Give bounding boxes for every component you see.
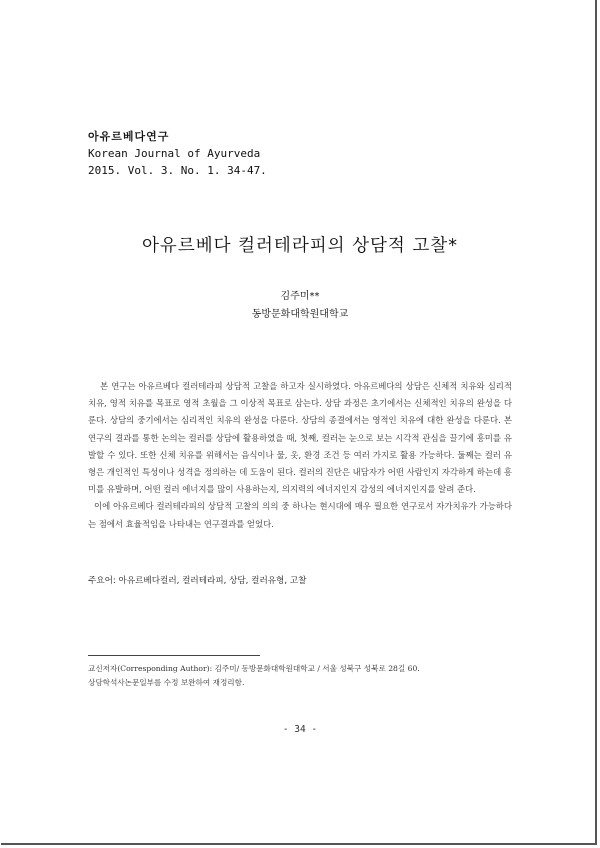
page-number: - 34 - (282, 724, 318, 735)
footnote-corresponding-author: 교신저자(Corresponding Author): 김주미/ 동방문화대학원대학교 / 서울 성북구 성북로 28길 60. (88, 664, 420, 673)
abstract (88, 378, 512, 533)
abstract-paragraph: 본 연구는 아유르베다 컬러테라피 상담적 고찰을 하고자 실시하였다. 아유르베다의 상담은 신체적 치유와 심리적 치유, 영적 치유를 목표로 영적 초월을 그 이상적 목표로 삼는다. 상담 과정은 초기에서는 신체적인 치유의 완성을 다룬다. 상담의 중기에서는 심리적인 치유의 완성을 다룬다. 상담의 종결에서는 영적인 치유에 대한 완성을 다룬다. 본 연구의 결과를 통한 논의는 컬러를 상담에 활용하였을 때, 첫째, 컬러는 눈으로 보는 시각적 관심을 끌기에 흥미를 유발할 수 있다. 또한 신체 치유를 위해서는 음식이나 물, 옷, 환경 조건 등 여러 가지로 활용 가능하다. 둘째는 컬러 유형은 개인적인 특성이나 성격을 정의하는 데 도움이 된다. 컬러의 진단은 내담자가 어떤 사람인지 자각하게 하는데 흥미를 유발하며, 어떤 컬러 에너지를 많이 사용하는지, 의지력의 에너지인지 감성의 에너지인지를 알려 준다. (88, 381, 512, 495)
journal-header (88, 128, 267, 179)
paper-title: 아유르베다 컬러테라피의 상담적 고찰* (142, 236, 458, 256)
journal-name-korean: 아유르베다연구 (88, 130, 170, 143)
journal-name-english: Korean Journal of Ayurveda (88, 147, 261, 160)
footnote-note: 상담학석사논문일부를 수정 보완하여 재정리함. (88, 677, 245, 687)
journal-citation: 2015. Vol. 3. No. 1. 34-47. (88, 164, 267, 177)
author-name: 김주미** (280, 291, 320, 302)
author-block (0, 288, 600, 324)
keywords: 주요어: 아유르베다컬러, 컬러테라피, 상담, 컬러유형, 고찰 (88, 576, 307, 586)
abstract-paragraph: 이에 아유르베다 컬러테라피의 상담적 고찰의 의의 중 하나는 현시대에 매우 필요한 연구로서 자가치유가 가능하다는 점에서 효율적임을 나타내는 연구결과를 얻었다. (88, 501, 512, 529)
footnote-divider (88, 655, 260, 656)
footnotes (88, 662, 518, 689)
author-affiliation: 동방문화대학원대학교 (251, 309, 349, 320)
